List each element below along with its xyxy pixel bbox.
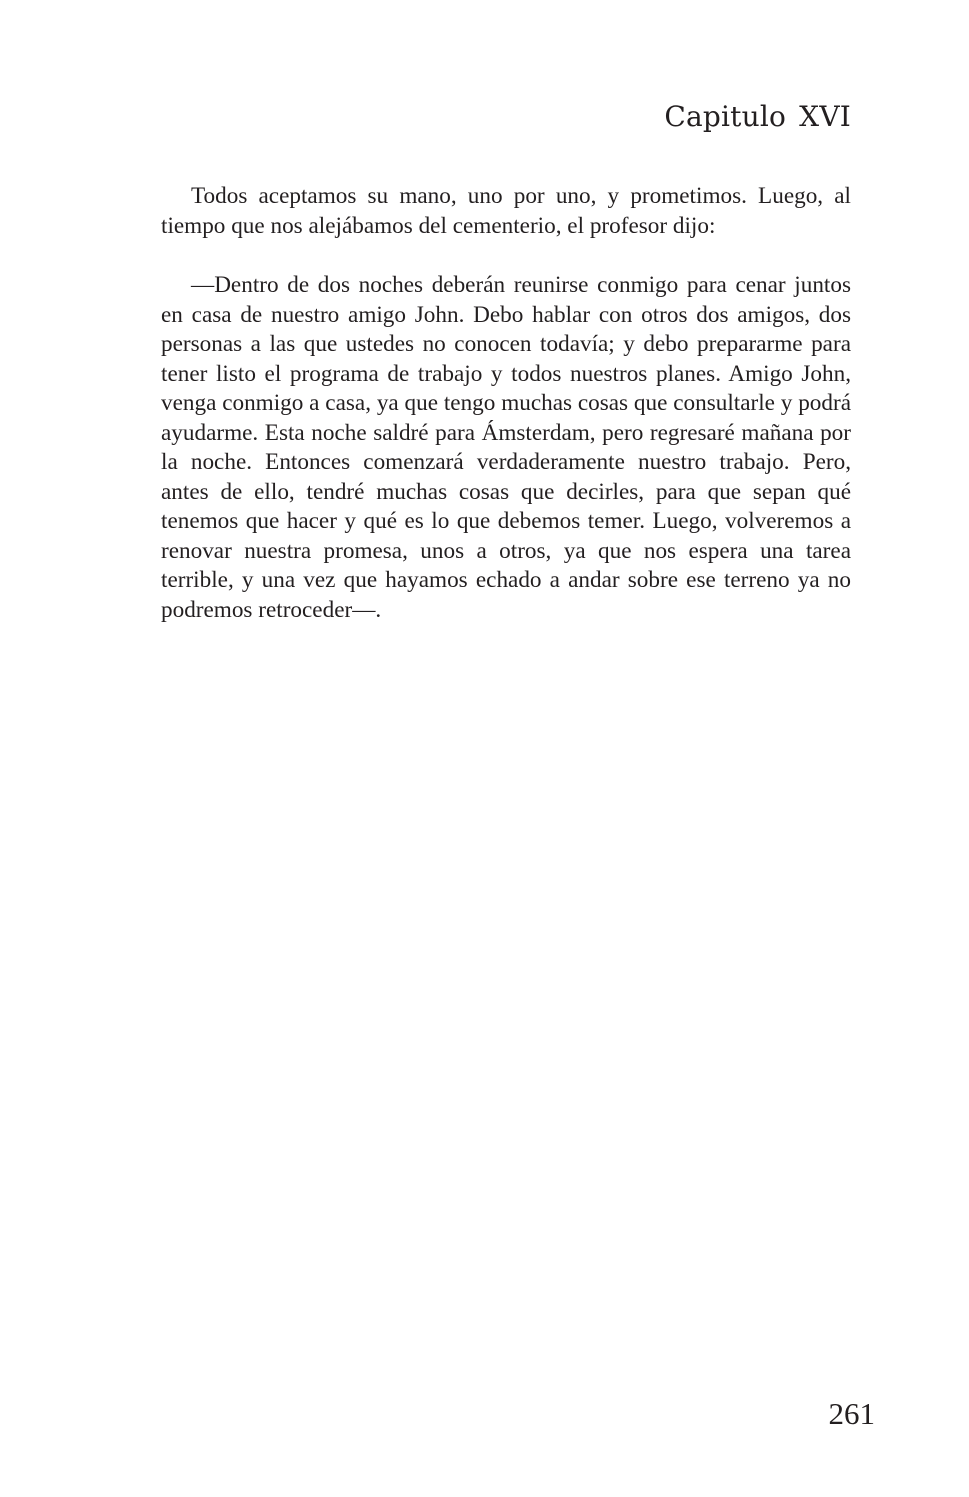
chapter-title: Capitulo XVI — [664, 100, 851, 133]
page-number: 261 — [828, 1396, 875, 1431]
paragraph: —Dentro de dos noches deberán reunirse conmigo para cenar juntos en casa de nuestro amigo John. Debo hablar con otros dos amigos, dos personas a las que ustedes no conocen todavía; y debo prepararme para tener listo el programa de trabajo y todos nuestros planes. Amigo John, venga conmigo a casa, ya que tengo muchas cosas que consultarle y podrá ayudarme. Esta noche saldré para Ámsterdam, pero regresaré mañana por la noche. Entonces comenzará verdaderamente nuestro trabajo. Pero, antes de ello, tendré muchas cosas que decirles, para que sepan qué tenemos que hacer y qué es lo que debemos temer. Luego, volveremos a renovar nuestra promesa, unos a otros, ya que nos espera una tarea terrible, y una vez que hayamos echado a andar sobre ese terreno ya no podremos retroceder—. — [161, 272, 851, 623]
paragraph: Todos aceptamos su mano, uno por uno, y prometimos. Luego, al tiempo que nos alejábamos del cementerio, el profesor dijo: — [161, 183, 851, 239]
body-text — [161, 182, 851, 625]
